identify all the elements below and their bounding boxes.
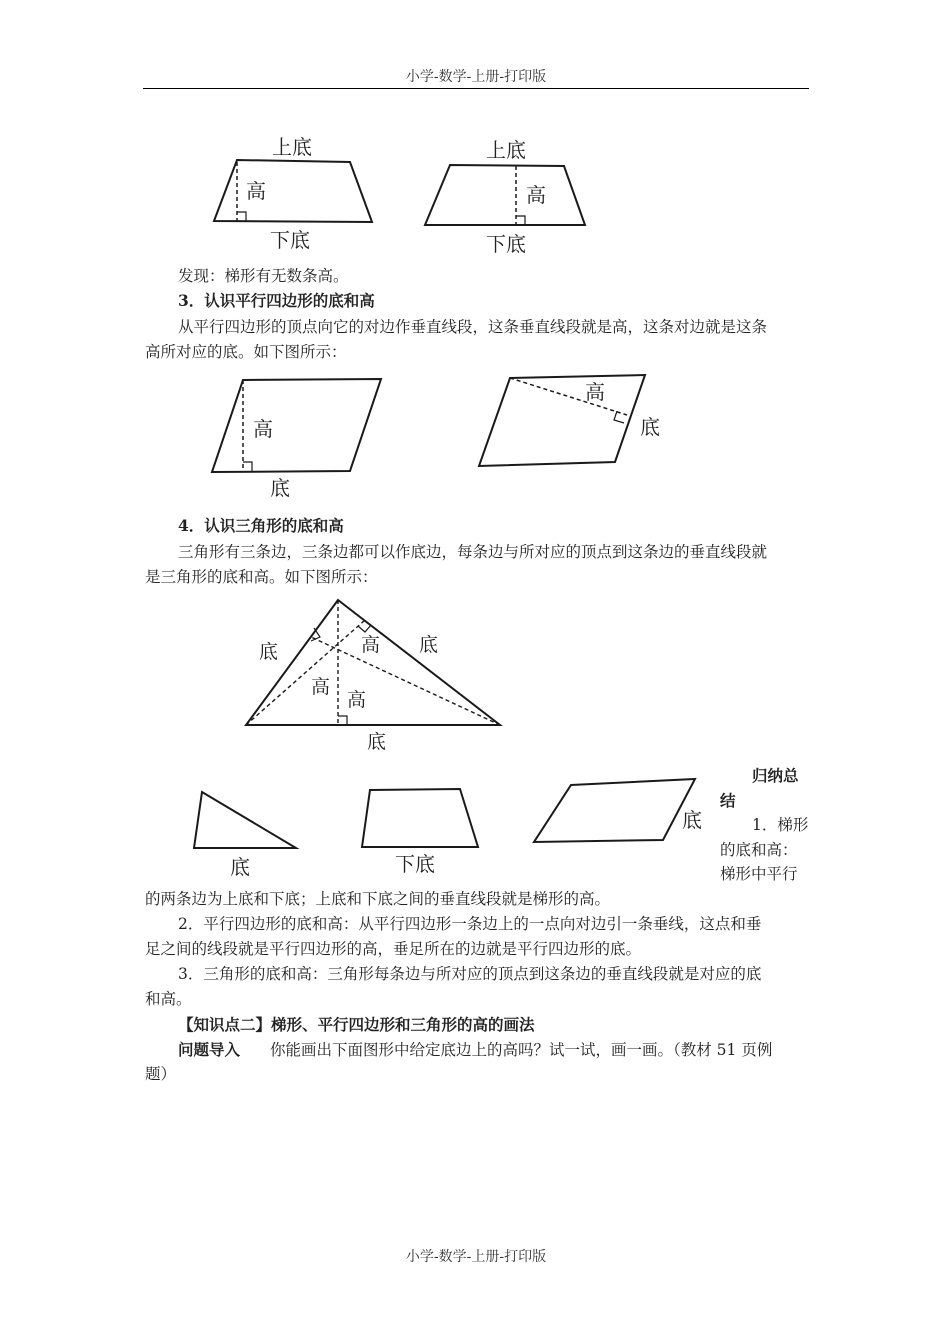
- parallelogram-figures: [200, 370, 680, 505]
- summary-1d: 的两条边为上底和下底；上底和下底之间的垂直线段就是梯形的高。: [145, 890, 611, 908]
- trapezoid-b-bottom-label: 下底: [486, 232, 526, 256]
- summary-2a: 2．平行四边形的底和高：从平行四边形一条边上的一点向对边引一条垂线，这点和垂: [178, 915, 762, 933]
- section-4-line-2: 是三角形的底和高。如下图所示：: [145, 568, 378, 586]
- summary-1b: 的底和高：: [720, 841, 798, 859]
- section-4-title: 4．认识三角形的底和高: [178, 516, 344, 535]
- intro-label: 问题导入: [178, 1040, 241, 1059]
- summary-title-2: 结: [720, 791, 736, 810]
- intro-text: 你能画出下面图形中给定底边上的高吗？试一试，画一画。（教材 51 页例: [270, 1041, 773, 1059]
- trapezoid-b-height-label: 高: [526, 183, 546, 207]
- section-4-line-1: 三角形有三条边，三条边都可以作底边，每条边与所对应的顶点到这条边的垂直线段就: [178, 543, 768, 561]
- parallelogram-a-base-label: 底: [270, 476, 290, 500]
- triangle-height-3-label: 高: [347, 689, 367, 711]
- knowledge-point-2-title: 【知识点二】梯形、平行四边形和三角形的高的画法: [178, 1015, 535, 1034]
- trapezoid-figures: [200, 128, 600, 258]
- trapezoid-a-height-label: 高: [246, 179, 266, 203]
- trapezoid-a-top-label: 上底: [272, 135, 312, 159]
- parallelogram-b-base-label: 底: [640, 415, 660, 439]
- summary-title-1: 归纳总: [752, 766, 799, 785]
- summary-3a: 3．三角形的底和高：三角形每条边与所对应的顶点到这条边的垂直线段就是对应的底: [178, 965, 762, 983]
- trapezoid-a-bottom-label: 下底: [270, 228, 310, 252]
- exercise-triangle-base-label: 底: [230, 855, 250, 879]
- section-3-title: 3．认识平行四边形的底和高: [178, 291, 375, 310]
- triangle-figure: [210, 592, 510, 757]
- exercise-parallelogram-base-label: 底: [682, 808, 702, 832]
- parallelogram-a: [212, 379, 381, 500]
- page-footer: 小学-数学-上册-打印版: [405, 1249, 547, 1265]
- header-rule: [143, 88, 809, 89]
- exercise-parallelogram: [534, 779, 695, 842]
- parallelogram-b: [479, 375, 660, 466]
- triangle-base-left-label: 底: [259, 641, 279, 663]
- summary-1a: 1．梯形: [752, 816, 809, 834]
- summary-3b: 和高。: [145, 990, 192, 1008]
- finding-text: 发现：梯形有无数条高。: [178, 267, 349, 285]
- section-3-line-2: 高所对应的底。如下图所示：: [145, 343, 347, 361]
- trapezoid-b-top-label: 上底: [486, 138, 526, 162]
- summary-2b: 足之间的线段就是平行四边形的高，垂足所在的边就是平行四边形的底。: [145, 940, 642, 958]
- trapezoid-b: [425, 138, 585, 256]
- triangle-height-2-label: 高: [311, 676, 331, 698]
- parallelogram-a-height-label: 高: [253, 417, 273, 441]
- exercise-figures: [185, 770, 705, 885]
- triangle-height-1-label: 高: [361, 634, 381, 656]
- trapezoid-a: [214, 135, 372, 252]
- exercise-trapezoid: [362, 789, 478, 847]
- page-header: 小学-数学-上册-打印版: [405, 69, 547, 85]
- exercise-trapezoid-base-label: 下底: [395, 852, 435, 876]
- parallelogram-b-height-label: 高: [585, 380, 605, 404]
- intro-text-2: 题）: [145, 1065, 177, 1083]
- summary-1c: 梯形中平行: [720, 865, 798, 883]
- section-3-line-1: 从平行四边形的顶点向它的对边作垂直线段，这条垂直线段就是高，这条对边就是这条: [178, 318, 768, 336]
- triangle-base-right-label: 底: [419, 634, 439, 656]
- triangle-base-bottom-label: 底: [367, 731, 387, 753]
- exercise-triangle: [194, 792, 296, 848]
